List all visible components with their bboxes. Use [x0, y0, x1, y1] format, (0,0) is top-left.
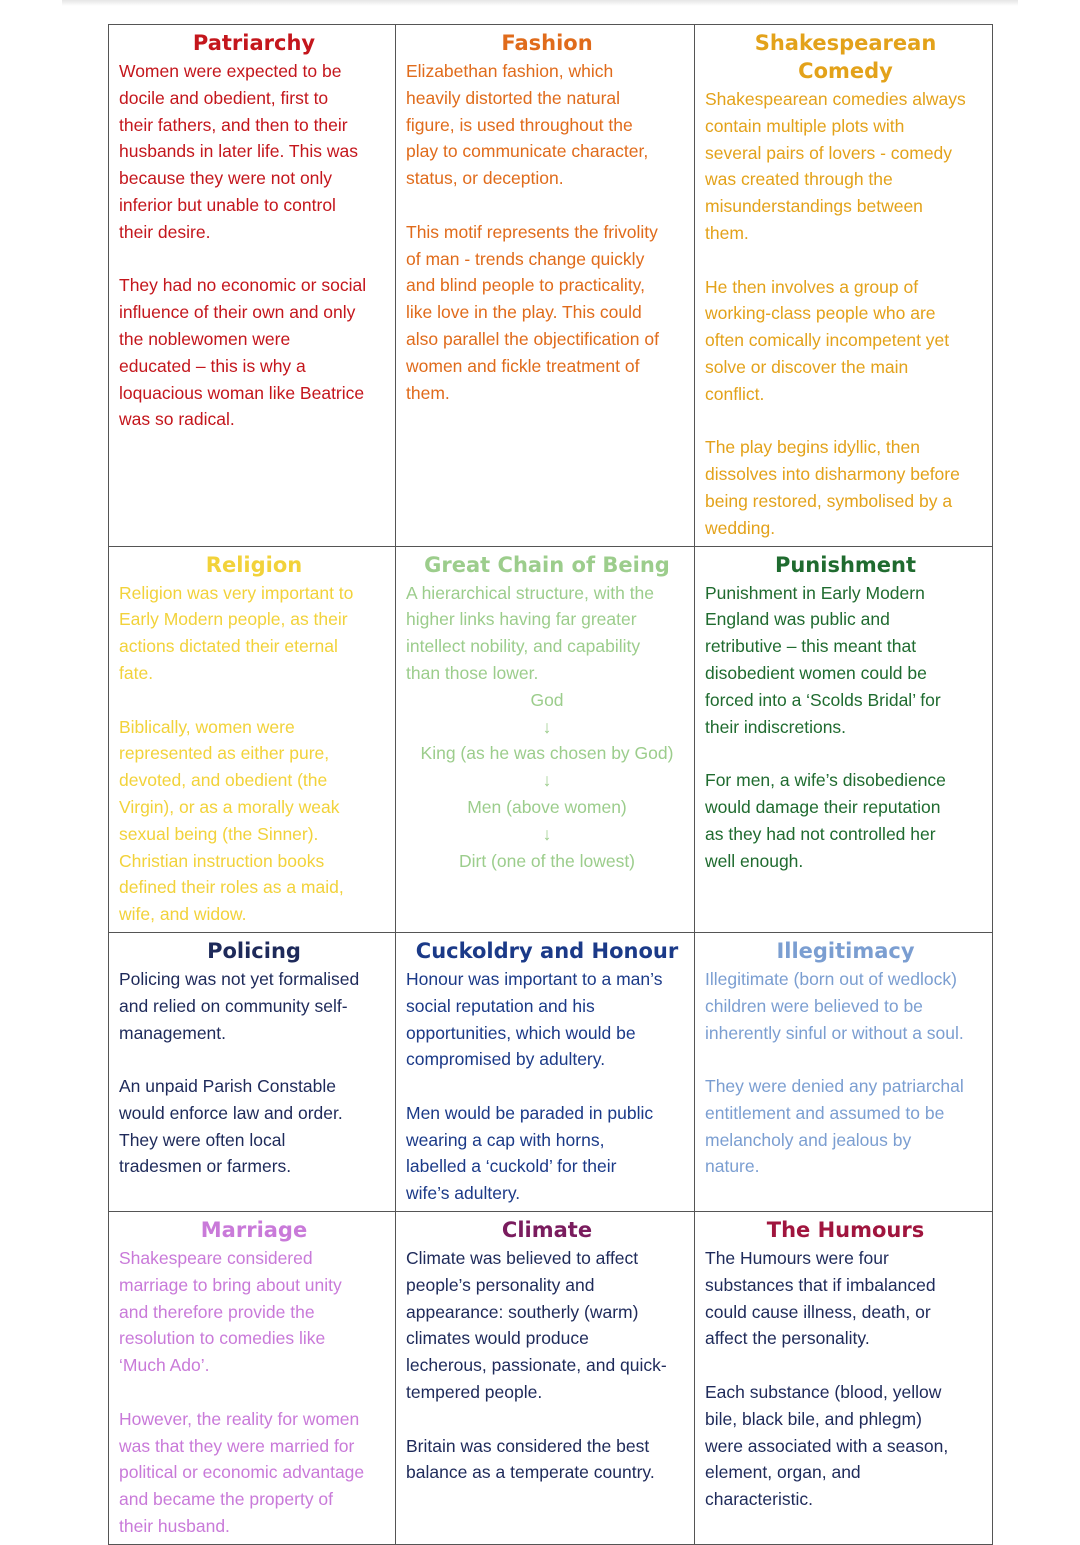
cell-paragraph: Britain was considered the best balance as a temperate country.	[406, 1435, 655, 1483]
chain-item-men: Men (above women)	[467, 796, 627, 817]
cell-paragraph: However, the reality for women was that they were married for political or economic advantage and became the property of their husband.	[119, 1408, 365, 1537]
cell-fashion	[396, 25, 695, 547]
cell-paragraph: Religion was very important to Early Modern people, as their actions dictated their eternal fate.	[119, 582, 354, 683]
revision-grid	[108, 24, 993, 1545]
cell-cuckoldry-and-honour	[396, 932, 695, 1211]
cell-paragraph: Elizabethan fashion, which heavily distorted the natural figure, is used throughout the play to communicate character, status, or deception.	[406, 61, 649, 189]
cell-paragraph: He then involves a group of working-class people who are often comically incompetent yet solve or discover the main conflict.	[705, 276, 950, 404]
cell-title: Cuckoldry and Honour	[415, 938, 679, 963]
cell-title: Fashion	[501, 31, 593, 55]
cell-paragraph: Shakespeare considered marriage to bring about unity and therefore provide the resolution to comedies like ‘Much Ado’.	[119, 1248, 342, 1376]
cell-paragraph: Shakespearean comedies always contain multiple plots with several pairs of lovers - comedy was created through the misunderstandings between them.	[705, 89, 966, 243]
cell-religion	[109, 546, 396, 932]
cell-paragraph: For men, a wife’s disobedience would damage their reputation as they had not controlled her well enough.	[705, 770, 946, 871]
down-arrow-icon: ↓	[542, 823, 552, 844]
cell-title: Shakespearean Comedy	[754, 31, 937, 83]
cell-paragraph: Punishment in Early Modern England was public and retributive – this meant that disobedient women could be forced into a ‘Scolds Bridal’ for their indiscretions.	[705, 582, 941, 737]
cell-paragraph: Women were expected to be docile and obedient, first to their fathers, and then to their husbands in later life. This was because they were not only inferior but unable to control their desire.	[119, 61, 358, 242]
down-arrow-icon: ↓	[542, 716, 552, 737]
cell-punishment	[695, 546, 993, 932]
cell-patriarchy	[109, 25, 396, 547]
down-arrow-icon: ↓	[542, 770, 552, 791]
cell-paragraph: Honour was important to a man’s social reputation and his opportunities, which would be compromised by adultery.	[406, 968, 663, 1070]
cell-title: Policing	[207, 938, 301, 963]
cell-title: Punishment	[774, 552, 917, 577]
cell-paragraph: Policing was not yet formalised and relied on community self- management.	[119, 968, 360, 1043]
cell-great-chain-of-being	[396, 546, 695, 932]
top-shadow	[62, 0, 1018, 6]
cell-illegitimacy	[695, 932, 993, 1211]
cell-paragraph: Each substance (blood, yellow bile, black bile, and phlegm) were associated with a season, element, organ, and characteristic.	[705, 1382, 949, 1510]
cell-policing	[109, 932, 396, 1211]
cell-title: Great Chain of Being	[424, 552, 670, 577]
cell-title: Climate	[501, 1218, 593, 1243]
cell-title: Patriarchy	[192, 31, 316, 55]
cell-paragraph: This motif represents the frivolity of man - trends change quickly and blind people to practicality, like love in the play. This could also parallel the objectification of women and fickle treatment of them.	[406, 221, 659, 403]
cell-title: Illegitimacy	[776, 938, 915, 963]
cell-paragraph: Biblically, women were represented as either pure, devoted, and obedient (the Virgin), or as a morally weak sexual being (the Sinner). Christian instruction books defined their roles as a maid, wife, and widow.	[119, 716, 344, 925]
cell-paragraph: They were denied any patriarchal entitlement and assumed to be melancholy and jealous by nature.	[705, 1076, 964, 1177]
cell-marriage	[109, 1212, 396, 1545]
cell-climate	[396, 1212, 695, 1545]
cell-title: The Humours	[766, 1218, 925, 1243]
cell-shakespearean-comedy	[695, 25, 993, 547]
cell-paragraph: Men would be paraded in public wearing a cap with horns, labelled a ‘cuckold’ for their wife’s adultery.	[406, 1102, 654, 1204]
cell-the-humours	[695, 1212, 993, 1545]
chain-item-god: God	[530, 689, 564, 710]
chain-item-dirt: Dirt (one of the lowest)	[458, 850, 636, 871]
cell-paragraph: They had no economic or social influence of their own and only the noblewomen were educated – this is why a loquacious woman like Beatrice was so radical.	[119, 275, 367, 430]
chain-item-king: King (as he was chosen by God)	[420, 743, 674, 764]
cell-title: Marriage	[200, 1218, 308, 1243]
cell-paragraph: The Humours were four substances that if imbalanced could cause illness, death, or affect the personality.	[705, 1248, 936, 1349]
cell-paragraph: Climate was believed to affect people’s personality and appearance: southerly (warm) climates would produce lecherous, passionate, and quick- tempered people.	[406, 1248, 667, 1403]
cell-paragraph: Illegitimate (born out of wedlock) children were believed to be inherently sinful or without a soul.	[705, 968, 964, 1043]
cell-paragraph: An unpaid Parish Constable would enforce law and order. They were often local tradesmen or farmers.	[119, 1076, 343, 1177]
cell-paragraph: A hierarchical structure, with the higher links having far greater intellect nobility, and capability than those lower.	[406, 582, 655, 683]
cell-paragraph: The play begins idyllic, then dissolves into disharmony before being restored, symbolised by a wedding.	[705, 437, 960, 538]
cell-title: Religion	[205, 552, 303, 577]
